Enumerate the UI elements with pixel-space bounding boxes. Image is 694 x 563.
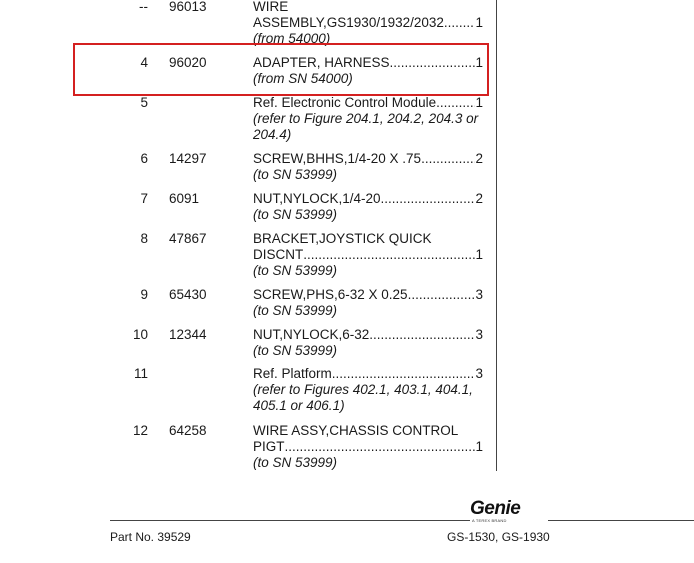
footer-rule: [548, 520, 694, 521]
item-number: 12: [132, 423, 148, 438]
serial-note: (to SN 53999): [253, 207, 338, 222]
serial-note: (refer to Figure 204.1, 204.2, 204.3 or 204.4): [253, 111, 479, 142]
part-description: [253, 287, 483, 319]
quantity: 1: [475, 55, 483, 70]
item-number: 5: [140, 95, 148, 110]
leader-dots: [408, 287, 476, 303]
serial-note: (from SN 54000): [253, 71, 353, 86]
model-list: GS-1530, GS-1930: [447, 530, 550, 544]
leader-dots: [421, 151, 475, 167]
serial-note: (from 54000): [253, 31, 331, 46]
description-line: SCREW,PHS,6-32 X 0.25: [253, 287, 408, 302]
leader-dots: [285, 439, 476, 455]
item-number: 10: [132, 327, 148, 342]
item-number: 4: [140, 55, 148, 70]
part-number: 96013: [169, 0, 207, 14]
part-number: 47867: [169, 231, 207, 246]
part-number: 64258: [169, 423, 207, 438]
column-divider: [496, 0, 497, 471]
item-number: 6: [140, 151, 148, 166]
description-line: BRACKET,JOYSTICK QUICK: [253, 231, 432, 246]
serial-note: (to SN 53999): [253, 263, 338, 278]
quantity: 1: [475, 247, 483, 262]
description-line: NUT,NYLOCK,6-32: [253, 327, 370, 342]
serial-note: (to SN 53999): [253, 455, 338, 470]
part-number: 65430: [169, 287, 207, 302]
part-description: [253, 151, 483, 183]
serial-note: (to SN 53999): [253, 167, 338, 182]
part-description: [253, 366, 483, 414]
item-number: 7: [140, 191, 148, 206]
serial-note: (to SN 53999): [253, 303, 338, 318]
genie-logo: [470, 500, 534, 524]
part-description: [253, 0, 483, 47]
serial-note: (refer to Figures 402.1, 403.1, 404.1, 405.1 or 406.1): [253, 382, 473, 413]
item-number: 9: [140, 287, 148, 302]
part-description: [253, 191, 483, 223]
description-line: ASSEMBLY,GS1930/1932/2032: [253, 15, 444, 30]
part-number: 6091: [169, 191, 200, 206]
leader-dots: [436, 95, 475, 111]
description-line: DISCNT: [253, 247, 304, 262]
brand-wordmark: Genie: [470, 498, 521, 519]
part-number: 96020: [169, 55, 207, 70]
leader-dots: [381, 191, 476, 207]
footer-rule: [110, 520, 470, 521]
quantity: 1: [475, 95, 483, 110]
part-number-footer: Part No. 39529: [110, 530, 191, 544]
description-line: SCREW,BHHS,1/4-20 X .75: [253, 151, 422, 166]
description-line: WIRE ASSY,CHASSIS CONTROL: [253, 423, 459, 438]
leader-dots: [303, 247, 475, 263]
highlight-box: [73, 43, 489, 96]
quantity: 3: [475, 327, 483, 342]
description-line: Ref. Electronic Control Module: [253, 95, 437, 110]
leader-dots: [444, 15, 476, 31]
part-description: [253, 231, 483, 279]
serial-note: (to SN 53999): [253, 343, 338, 358]
leader-dots: [369, 327, 475, 343]
brand-tagline: A TEREX BRAND: [472, 518, 507, 523]
description-line: WIRE: [253, 0, 289, 14]
quantity: 2: [475, 151, 483, 166]
quantity: 3: [475, 287, 483, 302]
quantity: 3: [475, 366, 483, 381]
item-number: 11: [133, 366, 148, 381]
description-line: NUT,NYLOCK,1/4-20: [253, 191, 381, 206]
description-line: PIGT: [253, 439, 285, 454]
quantity: 1: [475, 439, 483, 454]
quantity: 2: [475, 191, 483, 206]
part-number: 12344: [169, 327, 207, 342]
description-line: ADAPTER, HARNESS: [253, 55, 390, 70]
item-number: 8: [140, 231, 148, 246]
quantity: 1: [475, 15, 483, 30]
item-number: --: [139, 0, 148, 14]
part-description: [253, 95, 483, 143]
part-number: 14297: [169, 151, 207, 166]
description-line: Ref. Platform: [253, 366, 332, 381]
part-description: [253, 327, 483, 359]
part-description: [253, 423, 483, 471]
leader-dots: [332, 366, 476, 382]
